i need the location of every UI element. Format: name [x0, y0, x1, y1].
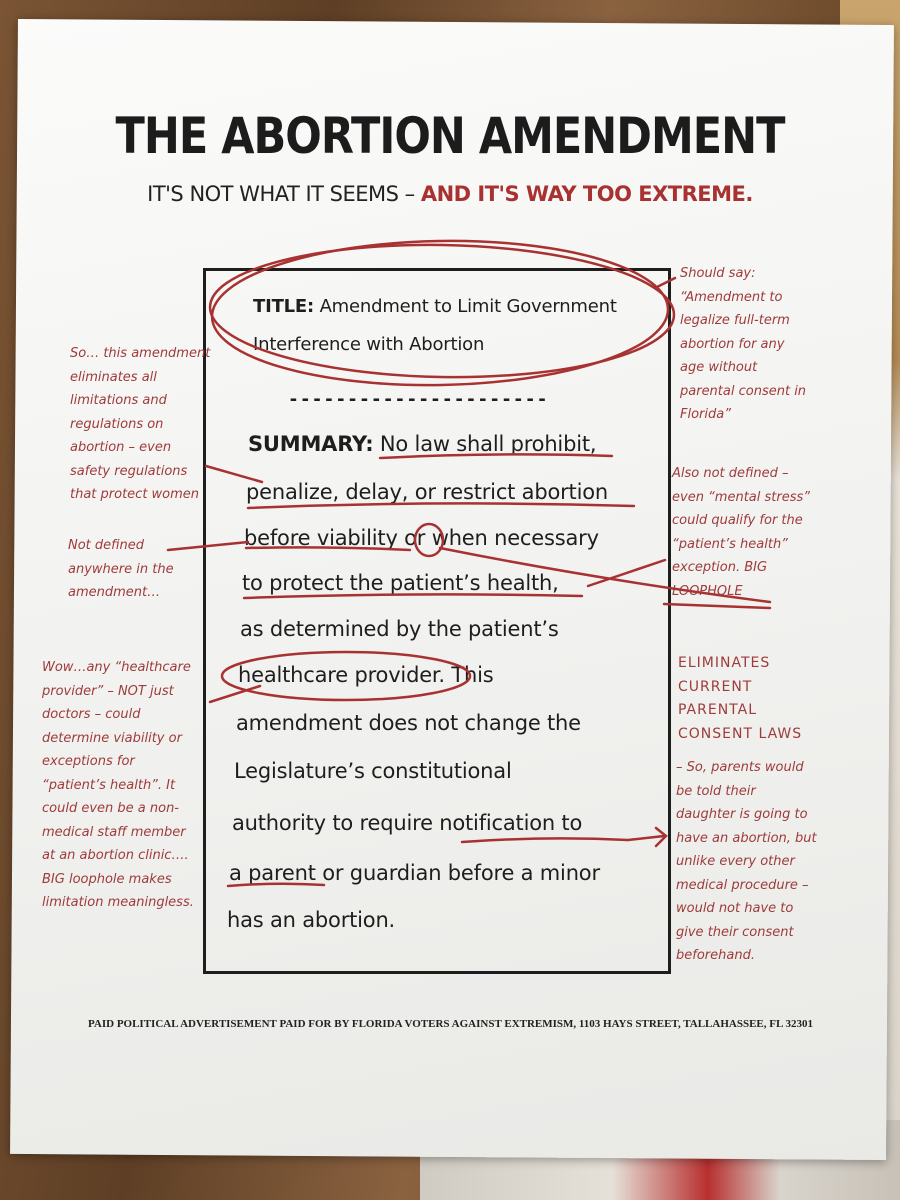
line-limits [206, 466, 262, 482]
or-circle [415, 524, 443, 556]
underline-loophole [664, 604, 770, 608]
subhead-emphasis: AND IT'S WAY TOO EXTREME. [420, 182, 753, 206]
underline-restrict [248, 503, 634, 508]
summary-line-10: has an abortion. [227, 908, 396, 932]
box-divider: ---------------------- [288, 389, 549, 410]
title-line-2: Interference with Abortion [253, 334, 485, 355]
note-parental-detail: – So, parents would be told their daughter is going to have an abortion, but unlike every other medical procedure – would not have to give their consent beforehand. [676, 760, 817, 963]
underline-health [244, 594, 582, 598]
line-provider [210, 686, 260, 702]
summary-label: SUMMARY: [248, 432, 374, 456]
title-text-1: Amendment to Limit Government [319, 296, 617, 317]
note-not-defined: Not defined anywhere in the amendment… [68, 538, 174, 600]
summary-line-7: Legislature’s constitutional [234, 759, 512, 783]
title-label: TITLE: [253, 296, 315, 317]
note-should-say: Should say: “Amendment to legalize full-term abortion for any age without parental consent in Florida” [680, 266, 807, 422]
arrow-parental [628, 828, 666, 846]
provider-circle [222, 652, 470, 700]
note-parental-caps: ELIMINATES CURRENT PARENTAL CONSENT LAWS [678, 655, 803, 742]
title-circle [211, 237, 669, 389]
title-arrow [655, 278, 675, 288]
summary-line-2: before viability or when necessary [244, 526, 599, 550]
underline-notification [462, 838, 628, 842]
summary-line-1: penalize, delay, or restrict abortion [246, 480, 608, 504]
flyer-headline: THE ABORTION AMENDMENT [115, 108, 785, 166]
underline-prohibit [380, 454, 612, 458]
underline-parent [228, 884, 324, 886]
summary-line-6: amendment does not change the [236, 711, 581, 735]
summary-line-8: authority to require notification to [232, 811, 583, 835]
summary-text-0: No law shall prohibit, [379, 432, 597, 456]
note-mental-stress: Also not defined – even “mental stress” could qualify for the “patient’s health” exception. BIG LOOPHOLE [672, 466, 810, 599]
subhead-plain: IT'S NOT WHAT IT SEEMS – [147, 182, 421, 206]
line-not-defined [168, 542, 248, 550]
underline-viability [246, 547, 410, 550]
note-healthcare-provider: Wow…any “healthcare provider” – NOT just doctors – could determine viability or exceptions for “patient’s health”. It could even be a non- medical staff member at an abortion clinic…. BIG loophole makes limitation meaningless. [42, 660, 194, 910]
flyer-footer: PAID POLITICAL ADVERTISEMENT PAID FOR BY FLORIDA VOTERS AGAINST EXTREMISM, 1103 HAYS STREET, TALLAHASSEE, FL 32301 [88, 1018, 813, 1030]
summary-line-3: to protect the patient’s health, [242, 571, 559, 595]
summary-line-5: healthcare provider. This [238, 663, 494, 687]
summary-line-9: a parent or guardian before a minor [229, 861, 600, 885]
note-eliminates-limits: So… this amendment eliminates all limitations and regulations on abortion – even safety regulations that protect women [70, 346, 211, 502]
summary-line-4: as determined by the patient’s [240, 617, 559, 641]
